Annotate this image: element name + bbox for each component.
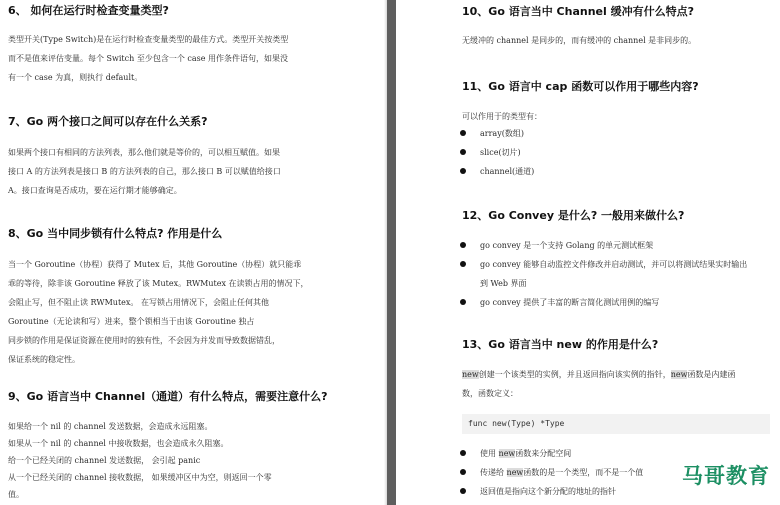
right-page (396, 0, 780, 505)
question-6-heading: 6、 如何在运行时检查变量类型? (8, 4, 169, 17)
question-9-heading: 9、Go 语言当中 Channel（通道）有什么特点，需要注意什么? (8, 390, 328, 403)
question-11-list (458, 124, 534, 181)
text-line: new创建一个该类型的实例，并且返回指向该实例的指针，new函数是内建函 (462, 370, 736, 379)
question-7-body (8, 143, 281, 200)
code-keyword: new (462, 370, 479, 379)
text-line: 当一个 Goroutine（协程）获得了 Mutex 后，其他 Goroutine（协程）就只能乖 (8, 260, 302, 269)
question-10-body: 无缓冲的 channel 是同步的，而有缓冲的 channel 是非同步的。 (462, 36, 697, 45)
text-line: 类型开关(Type Switch)是在运行时检查变量类型的最佳方式。类型开关按类型 (8, 35, 289, 44)
brand-watermark (682, 463, 770, 489)
question-12-heading: 12、Go Convey 是什么? 一般用来做什么? (462, 209, 685, 222)
bullet-icon (460, 261, 466, 267)
bullet-icon (460, 488, 466, 494)
bullet-icon (460, 469, 466, 475)
text-line: 乖的等待，除非该 Goroutine 释放了该 Mutex。RWMutex 在读锁占用的情况下， (8, 279, 309, 288)
text-line: 如果两个接口有相同的方法列表，那么他们就是等价的，可以相互赋值。如果 (8, 148, 280, 157)
question-9-body (8, 418, 272, 503)
list-item: go convey 提供了丰富的断言简化测试用例的编写 (458, 293, 747, 312)
question-13-body (462, 365, 735, 403)
bullet-icon (460, 450, 466, 456)
list-item: slice(切片) (458, 143, 534, 162)
text-line: 接口 A 的方法列表是接口 B 的方法列表的自己，那么接口 B 可以赋值给接口 (8, 167, 281, 176)
bullet-icon (460, 242, 466, 248)
question-6-body (8, 30, 288, 87)
question-13-heading: 13、Go 语言当中 new 的作用是什么? (462, 338, 659, 351)
text-line: 从一个已经关闭的 channel 接收数据， 如果缓冲区中为空，则返回一个零 (8, 473, 272, 482)
list-item: array(数组) (458, 124, 534, 143)
question-13-list (458, 444, 643, 501)
list-item: go convey 是一个支持 Golang 的单元测试框架 (458, 236, 747, 255)
question-7-heading: 7、Go 两个接口之间可以存在什么关系? (8, 115, 208, 128)
list-item: 到 Web 界面 (480, 279, 527, 288)
text-line: 会阻止写，但不阻止读 RWMutex。 在写锁占用情况下，会阻止任何其他 (8, 298, 269, 307)
text-line: 有一个 case 为真，则执行 default。 (8, 73, 143, 82)
question-10-heading: 10、Go 语言当中 Channel 缓冲有什么特点? (462, 5, 694, 18)
page-gutter (387, 0, 396, 505)
text-line: A。接口查询是否成功，要在运行期才能够确定。 (8, 186, 182, 195)
text-line: 同步锁的作用是保证资源在使用时的独有性，不会因为并发而导致数据错乱， (8, 336, 280, 345)
text-line: 保证系统的稳定性。 (8, 355, 80, 364)
question-8-heading: 8、Go 当中同步锁有什么特点? 作用是什么 (8, 227, 223, 240)
bullet-icon (460, 149, 466, 155)
text-line: 数，函数定义： (462, 389, 518, 398)
list-item: 使用 new函数来分配空间 (458, 444, 643, 463)
list-item: go convey 能够自动监控文件修改并启动测试，并可以将测试结果实时输出 (458, 255, 747, 274)
text-line: 值。 (8, 490, 24, 499)
question-11-heading: 11、Go 语言中 cap 函数可以作用于哪些内容? (462, 80, 699, 93)
question-8-body (8, 255, 309, 369)
bullet-icon (460, 130, 466, 136)
list-item: channel(通道) (458, 162, 534, 181)
text-line: 如果从一个 nil 的 channel 中接收数据，也会造成永久阻塞。 (8, 439, 229, 448)
text-line: 而不是值来评估变量。每个 Switch 至少包含一个 case 用作条件语句，如果没 (8, 54, 288, 63)
text-line: 如果给一个 nil 的 channel 发送数据，会造成永远阻塞。 (8, 422, 213, 431)
text-line: 给一个已经关闭的 channel 发送数据， 会引起 panic (8, 456, 201, 465)
brand-logo-text: 马哥教育 (682, 464, 770, 488)
list-item: 返回值是指向这个新分配的地址的指针 (458, 482, 643, 501)
code-block: func new(Type) *Type (462, 414, 770, 434)
left-page (0, 0, 387, 505)
bullet-icon (460, 168, 466, 174)
code-keyword: new (670, 370, 688, 379)
question-11-intro: 可以作用于的类型有： (462, 112, 542, 121)
bullet-icon (460, 299, 466, 305)
question-12-list (458, 236, 747, 312)
text-line: Goroutine（无论读和写）进来，整个锁相当于由该 Goroutine 独占 (8, 317, 255, 326)
list-item: 传递给 new函数的是一个类型，而不是一个值 (458, 463, 643, 482)
